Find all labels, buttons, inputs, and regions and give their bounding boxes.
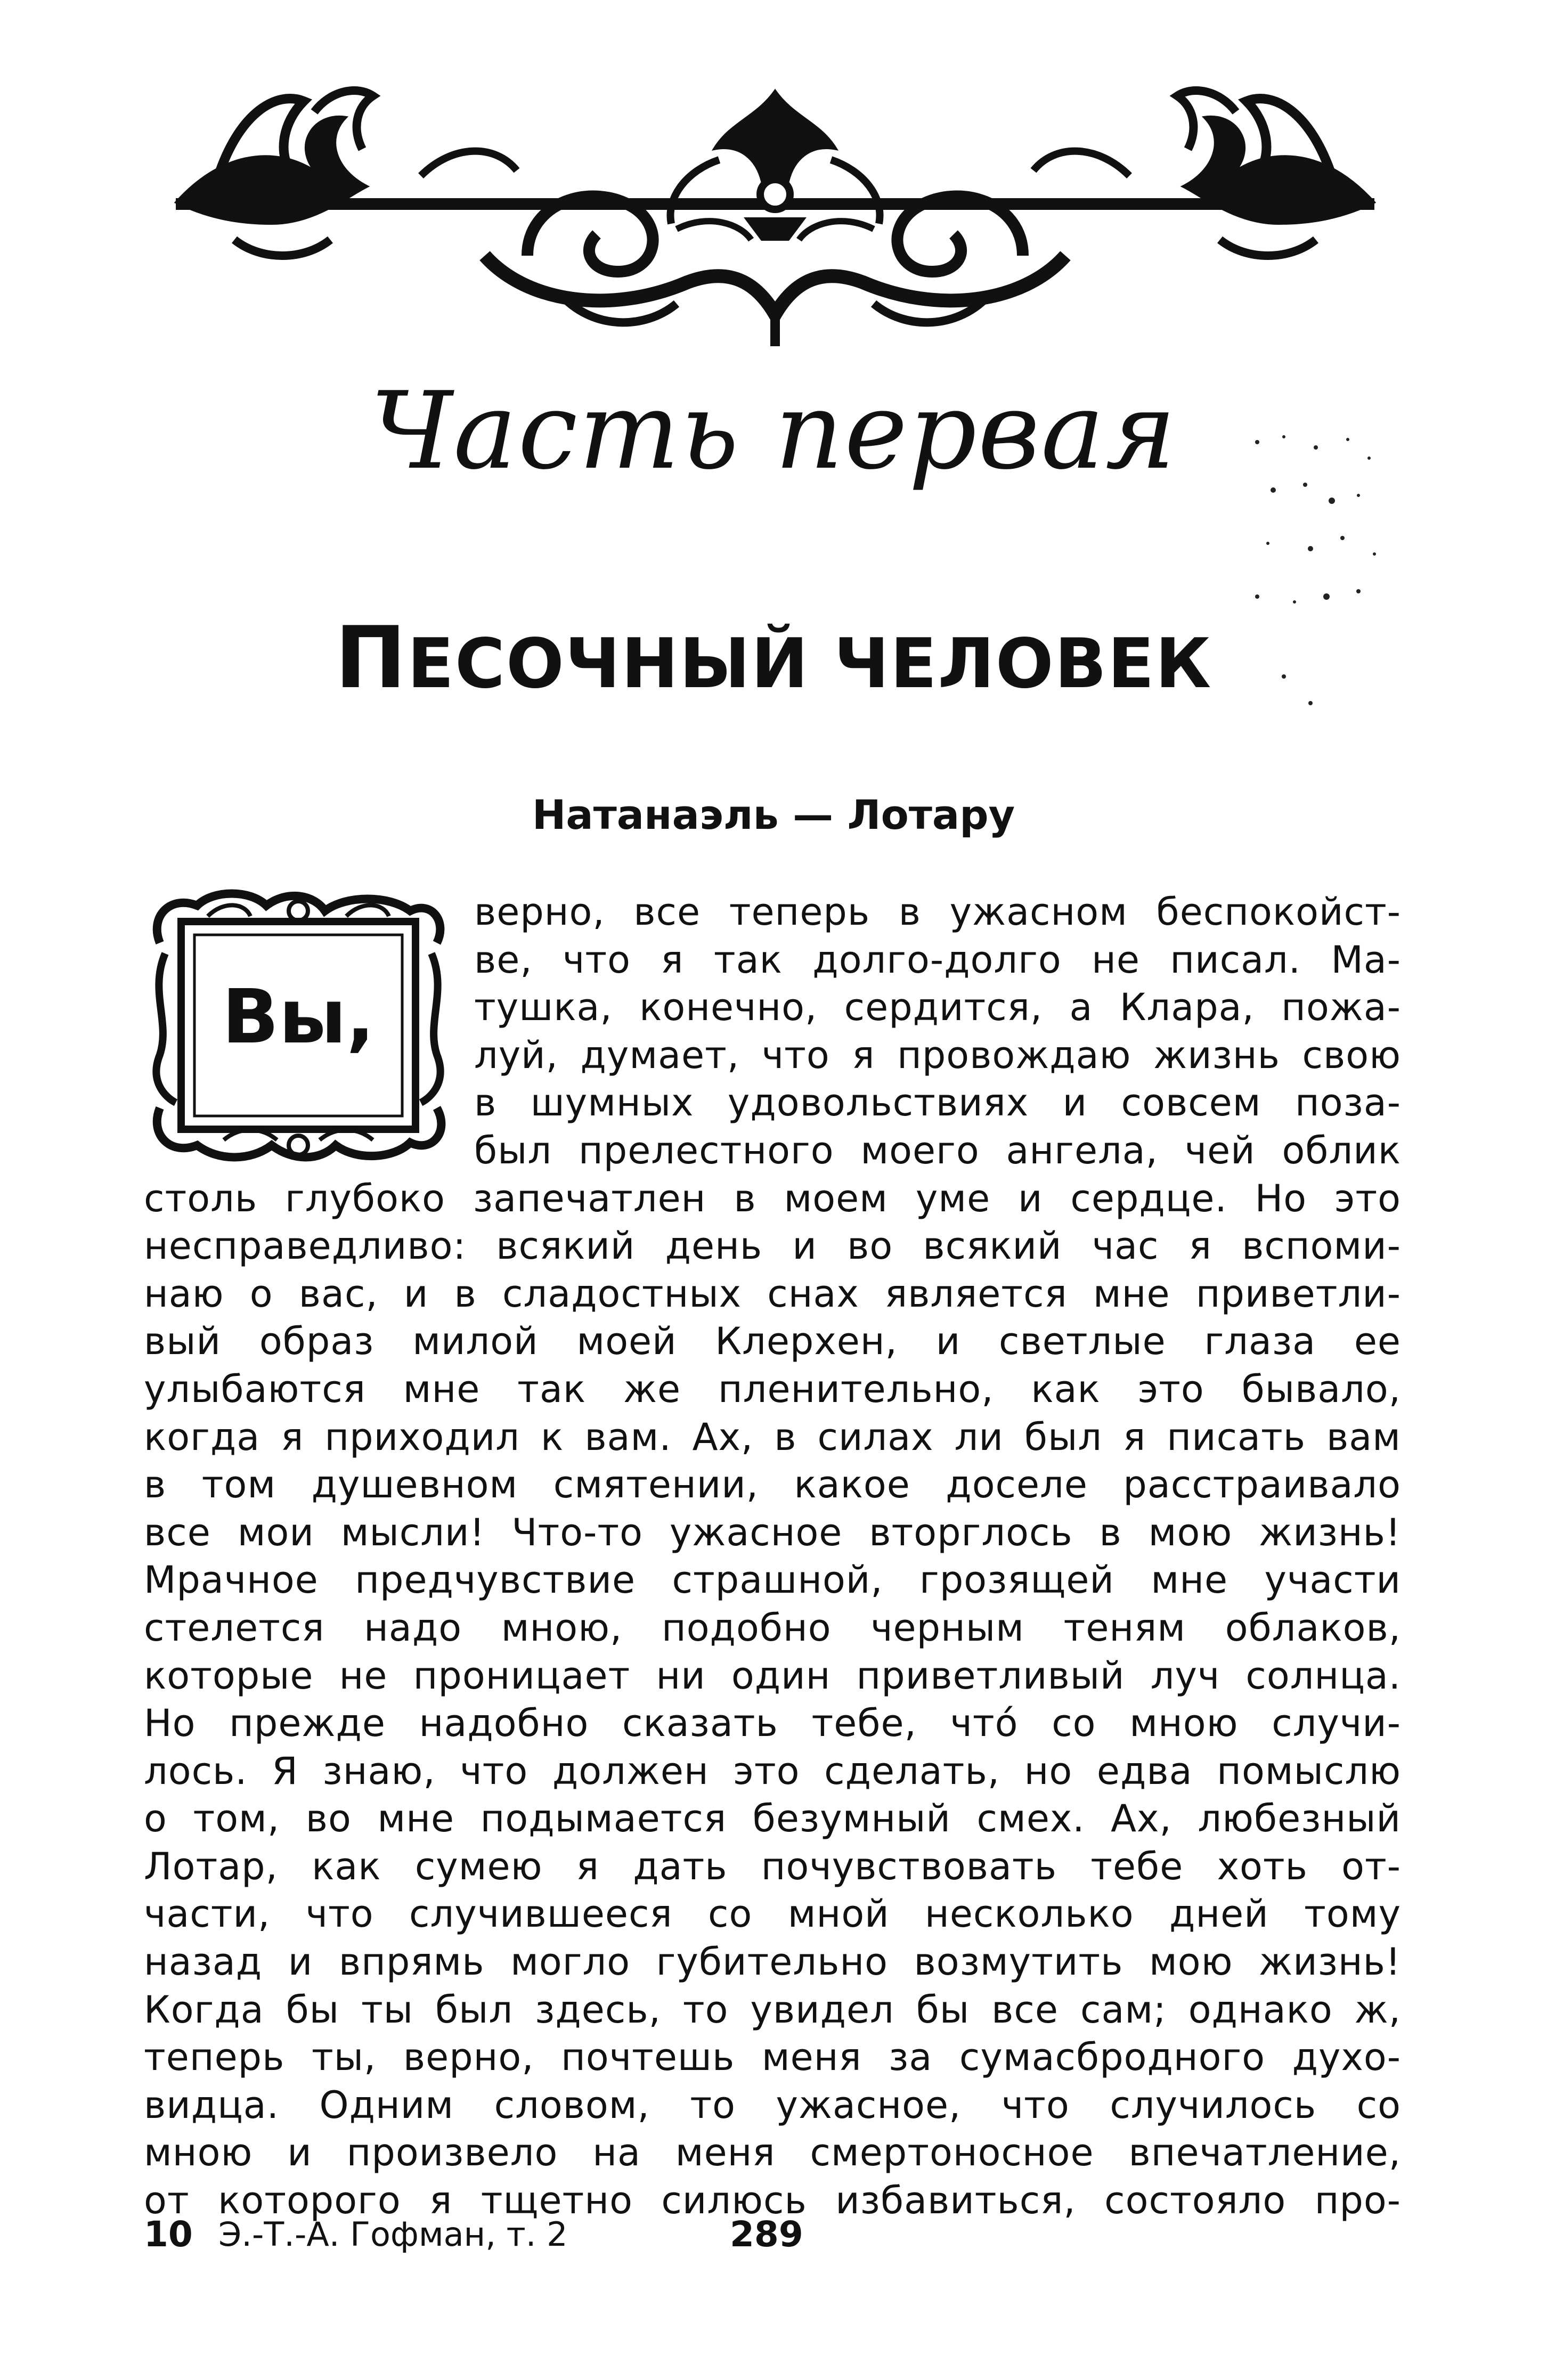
- body-line: ве, что я так долго-долго не писал. Ма-: [474, 938, 1401, 982]
- body-line: тушка, конечно, сердится, а Клара, пожа-: [474, 985, 1401, 1030]
- body-line: назад и впрямь могло губительно возмутить мою жизнь!: [144, 1940, 1401, 1984]
- body-text: [144, 889, 1401, 2225]
- body-line: несправедливо: всякий день и во всякий час я вспоми-: [144, 1224, 1401, 1268]
- letter-heading: Натанаэль — Лотару: [532, 791, 1015, 838]
- body-line: наю о вас, и в сладостных снах является мне приветли-: [144, 1271, 1401, 1316]
- chapter-title-initial: П: [335, 608, 408, 707]
- body-line: которые не проницает ни один приветливый луч солнца.: [144, 1653, 1401, 1698]
- signature-text: Э.-Т.-А. Гофман, т. 2: [218, 2215, 568, 2254]
- body-line: Когда бы ты был здесь, то увидел бы все сам; однако ж,: [144, 1987, 1401, 2032]
- scan-specks-decoration: [1236, 426, 1396, 724]
- body-line: стелется надо мною, подобно черным теням облаков,: [144, 1605, 1401, 1650]
- body-line: Но прежде надобно сказать тебе, что́ со мною случи-: [144, 1701, 1401, 1746]
- part-title: Часть первая: [370, 369, 1177, 493]
- body-line: верно, все теперь в ужасном беспокойст-: [474, 890, 1401, 934]
- body-line: луй, думает, что я провождаю жизнь свою: [474, 1033, 1401, 1077]
- body-line: в шумных удовольствиях и совсем поза-: [474, 1081, 1401, 1125]
- body-line: лось. Я знаю, что должен это сделать, но едва помыслю: [144, 1749, 1401, 1793]
- body-line: мною и произвело на меня смертоносное впечатление,: [144, 2131, 1401, 2175]
- body-line: Лотар, как сумею я дать почувствовать тебе хоть от-: [144, 1844, 1401, 1888]
- page-footer: [144, 2208, 1401, 2261]
- body-line: все мои мысли! Что-то ужасное вторглось в мою жизнь!: [144, 1510, 1401, 1554]
- body-line: когда я приходил к вам. Ах, в силах ли был я писать вам: [144, 1415, 1401, 1459]
- ornamental-header-vignette: [154, 80, 1396, 357]
- body-line: улыбаются мне так же пленительно, как это бывало,: [144, 1367, 1401, 1411]
- body-line: части, что случившееся со мной несколько дней тому: [144, 1892, 1401, 1936]
- chapter-title-rest: ЕСОЧНЫЙ ЧЕЛОВЕК: [407, 624, 1212, 704]
- body-line: столь глубоко запечатлен в моем уме и сердце. Но это: [144, 1176, 1401, 1220]
- page-number: 289: [730, 2214, 803, 2255]
- body-line: Мрачное предчувствие страшной, грозящей мне участи: [144, 1558, 1401, 1602]
- body-line: видца. Одним словом, то ужасное, что случилось со: [144, 2083, 1401, 2127]
- body-line: о том, во мне подымается безумный смех. Ах, любезный: [144, 1797, 1401, 1841]
- body-line: вый образ милой моей Клерхен, и светлые глаза ее: [144, 1319, 1401, 1364]
- drop-cap-text: Вы,: [222, 974, 375, 1061]
- signature-number: 10: [144, 2214, 193, 2255]
- body-line: от которого я тщетно силюсь избавиться, состояло про-: [144, 2179, 1401, 2223]
- body-line: теперь ты, верно, почтешь меня за сумасбродного духо-: [144, 2035, 1401, 2080]
- body-line: в том душевном смятении, какое доселе расстраивало: [144, 1463, 1401, 1507]
- body-line: был прелестного моего ангела, чей облик: [474, 1128, 1401, 1172]
